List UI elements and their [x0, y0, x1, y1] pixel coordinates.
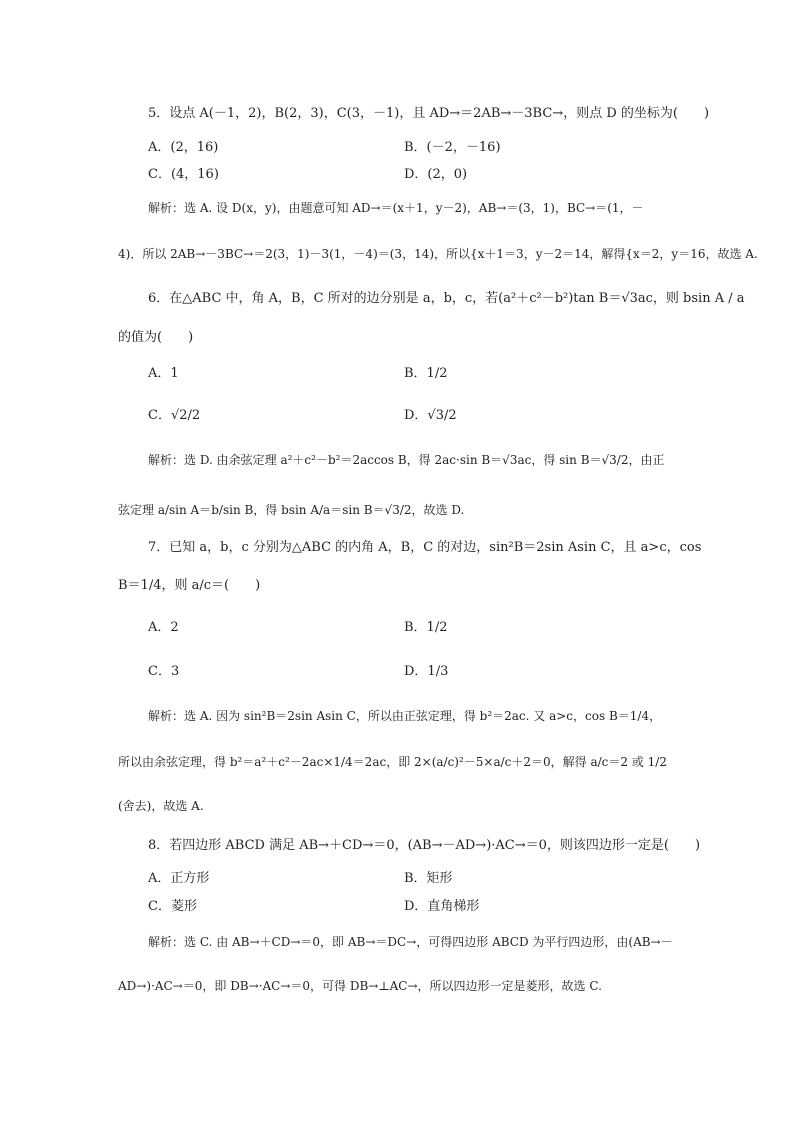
q5-stem: 5．设点 A(－1，2)，B(2，3)，C(3，－1)，且 AD→＝2AB→－3BC→，则点 D 的坐标为( ) [148, 106, 710, 121]
q6-option-b: B．1/2 [404, 366, 448, 381]
q5-option-d: D．(2，0) [404, 167, 468, 182]
q8-solution-line-2: AD→)·AC→＝0，即 DB→·AC→＝0，可得 DB→⊥AC→，所以四边形一定是菱形，故选 C. [118, 979, 602, 993]
q5-solution-line-1: 解析：选 A. 设 D(x，y)，由题意可知 AD→＝(x＋1，y－2)，AB→＝(3，1)，BC→＝(1，－ [148, 201, 644, 215]
q7-option-b: B．1/2 [404, 620, 448, 635]
q5-option-c: C．(4，16) [148, 167, 219, 182]
q8-stem: 8．若四边形 ABCD 满足 AB→＋CD→＝0，(AB→－AD→)·AC→＝0，则该四边形一定是( ) [148, 838, 701, 853]
q5-option-b: B．(－2，－16) [404, 140, 501, 155]
q8-option-d: D．直角梯形 [404, 899, 480, 914]
q6-stem-line-1: 6．在△ABC 中，角 A，B，C 所对的边分别是 a，b，c，若(a²＋c²－b²)tan B＝√3ac，则 bsin A / a [148, 291, 745, 306]
q7-option-a: A．2 [148, 620, 179, 635]
q8-option-a: A．正方形 [148, 871, 210, 886]
q6-option-a: A．1 [148, 366, 179, 381]
q7-solution-line-2: 所以由余弦定理，得 b²＝a²＋c²－2ac×1/4＝2ac，即 2×(a/c)²－5×a/c＋2＝0，解得 a/c＝2 或 1/2 [118, 755, 667, 769]
q7-stem-line-1: 7．已知 a，b，c 分别为△ABC 的内角 A，B，C 的对边，sin²B＝2sin Asin C，且 a>c，cos [148, 540, 702, 555]
q5-solution-line-2: 4)．所以 2AB→－3BC→＝2(3，1)－3(1，－4)＝(3，14)，所以{x＋1＝3，y－2＝14，解得{x＝2，y＝16，故选 A. [118, 247, 758, 261]
q8-option-c: C．菱形 [148, 899, 197, 914]
q7-stem-line-2: B＝1/4，则 a/c＝( ) [118, 578, 261, 593]
q7-option-d: D．1/3 [404, 664, 449, 679]
q6-stem-line-2: 的值为( ) [118, 330, 194, 345]
q7-option-c: C．3 [148, 664, 180, 679]
q6-option-d: D．√3/2 [404, 408, 457, 423]
q7-solution-line-1: 解析：选 A. 因为 sin²B＝2sin Asin C，所以由正弦定理，得 b²＝2ac. 又 a>c，cos B＝1/4， [148, 709, 662, 723]
q6-option-c: C．√2/2 [148, 408, 201, 423]
q5-option-a: A．(2，16) [148, 140, 219, 155]
q8-solution-line-1: 解析：选 C. 由 AB→＋CD→＝0，即 AB→＝DC→，可得四边形 ABCD 为平行四边形，由(AB→－ [148, 935, 673, 949]
q8-option-b: B．矩形 [404, 871, 453, 886]
q6-solution-line-2: 弦定理 a/sin A＝b/sin B，得 bsin A/a＝sin B＝√3/2，故选 D. [118, 503, 465, 517]
q7-solution-line-3: (舍去)，故选 A. [118, 799, 204, 813]
q6-solution-line-1: 解析：选 D. 由余弦定理 a²＋c²－b²＝2accos B，得 2ac·sin B＝√3ac，得 sin B＝√3/2，由正 [148, 453, 665, 467]
